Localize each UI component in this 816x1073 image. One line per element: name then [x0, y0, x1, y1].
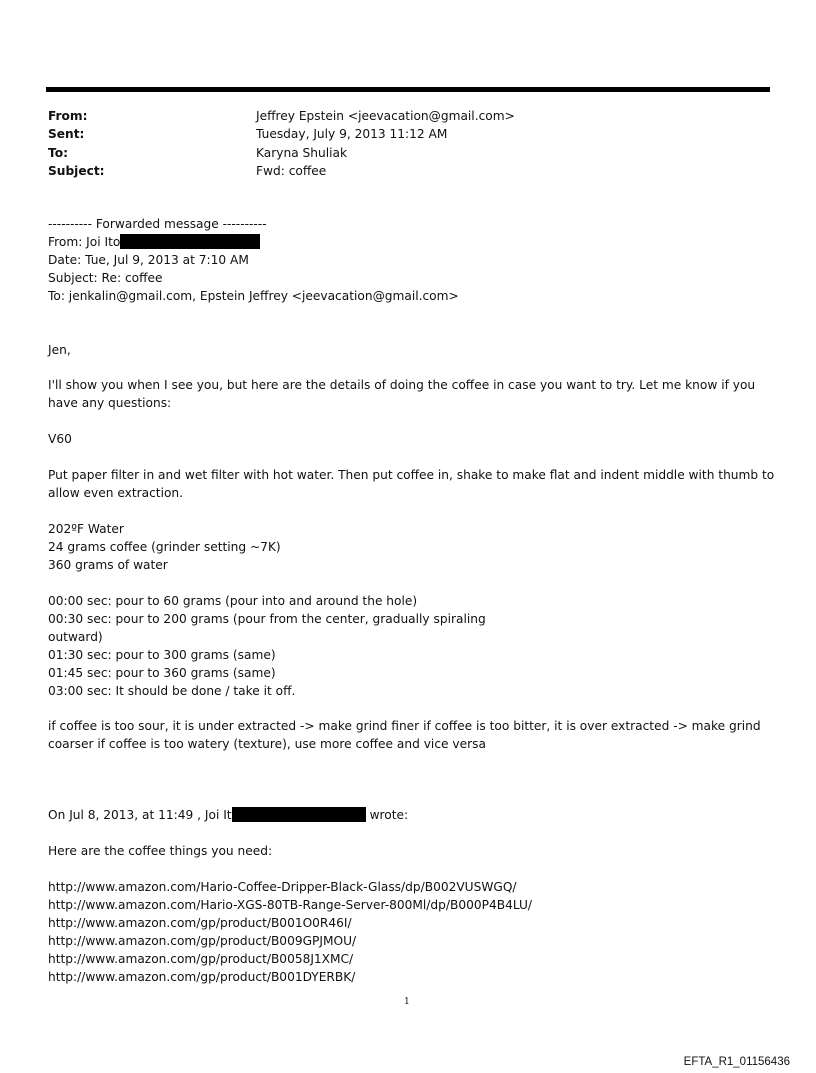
header-rule [46, 87, 770, 92]
prep-line-2: allow even extraction. [48, 486, 184, 500]
prep-line-1: Put paper filter in and wet filter with hot water. Then put coffee in, shake to make flat and indent middle with thumb to [48, 468, 775, 482]
step-line: 00:30 sec: pour to 200 grams (pour from the center, gradually spiraling [48, 612, 486, 626]
to-label: To: [48, 146, 68, 160]
greeting: Jen, [48, 343, 71, 357]
redaction-block [120, 234, 260, 249]
tips-line-2: coarser if coffee is too watery (texture), use more coffee and vice versa [48, 737, 486, 751]
method-name: V60 [48, 432, 72, 446]
intro-line-2: have any questions: [48, 396, 172, 410]
tips-line-1: if coffee is too sour, it is under extracted -> make grind finer if coffee is too bitter, it is over extracted -> make grind [48, 719, 761, 733]
spec-water-temp: 202ºF Water [48, 522, 124, 536]
forwarded-from [48, 233, 260, 251]
sent-label: Sent: [48, 127, 85, 141]
step-line: 03:00 sec: It should be done / take it off. [48, 684, 296, 698]
forwarded-date: Date: Tue, Jul 9, 2013 at 7:10 AM [48, 253, 249, 267]
sent-value: Tuesday, July 9, 2013 11:12 AM [256, 127, 448, 141]
from-label: From: [48, 109, 88, 123]
page-number: 1 [404, 997, 410, 1007]
to-value: Karyna Shuliak [256, 146, 348, 160]
quote-attribution-prefix: On Jul 8, 2013, at 11:49 , Joi It [48, 808, 232, 822]
step-line: 00:00 sec: pour to 60 grams (pour into and around the hole) [48, 594, 418, 608]
quote-attribution [48, 806, 408, 824]
step-line: 01:45 sec: pour to 360 grams (same) [48, 666, 276, 680]
step-line: outward) [48, 630, 103, 644]
document-id: EFTA_R1_01156436 [683, 1056, 790, 1068]
quote-intro: Here are the coffee things you need: [48, 844, 273, 858]
from-value: Jeffrey Epstein <jeevacation@gmail.com> [256, 109, 515, 123]
spec-water-amount: 360 grams of water [48, 558, 168, 572]
forwarded-to: To: jenkalin@gmail.com, Epstein Jeffrey <jeevacation@gmail.com> [48, 289, 459, 303]
intro-line-1: I'll show you when I see you, but here are the details of doing the coffee in case you want to try. Let me know if you [48, 378, 756, 392]
quote-attribution-suffix: wrote: [369, 808, 409, 822]
product-link[interactable]: http://www.amazon.com/gp/product/B001DYERBK/ [48, 970, 356, 984]
step-line: 01:30 sec: pour to 300 grams (same) [48, 648, 276, 662]
forwarded-subject: Subject: Re: coffee [48, 271, 163, 285]
product-link[interactable]: http://www.amazon.com/gp/product/B001O0R46I/ [48, 916, 352, 930]
spec-coffee-amount: 24 grams coffee (grinder setting ~7K) [48, 540, 281, 554]
forwarded-divider: ---------- Forwarded message ---------- [48, 217, 267, 231]
product-link[interactable]: http://www.amazon.com/gp/product/B009GPJMOU/ [48, 934, 357, 948]
subject-value: Fwd: coffee [256, 164, 327, 178]
product-link[interactable]: http://www.amazon.com/Hario-Coffee-Dripper-Black-Glass/dp/B002VUSWGQ/ [48, 880, 517, 894]
subject-label: Subject: [48, 164, 105, 178]
forwarded-from-text: From: Joi Ito [48, 235, 121, 249]
redaction-block [232, 807, 366, 822]
product-link[interactable]: http://www.amazon.com/Hario-XGS-80TB-Range-Server-800Ml/dp/B000P4B4LU/ [48, 898, 533, 912]
product-link[interactable]: http://www.amazon.com/gp/product/B0058J1XMC/ [48, 952, 354, 966]
